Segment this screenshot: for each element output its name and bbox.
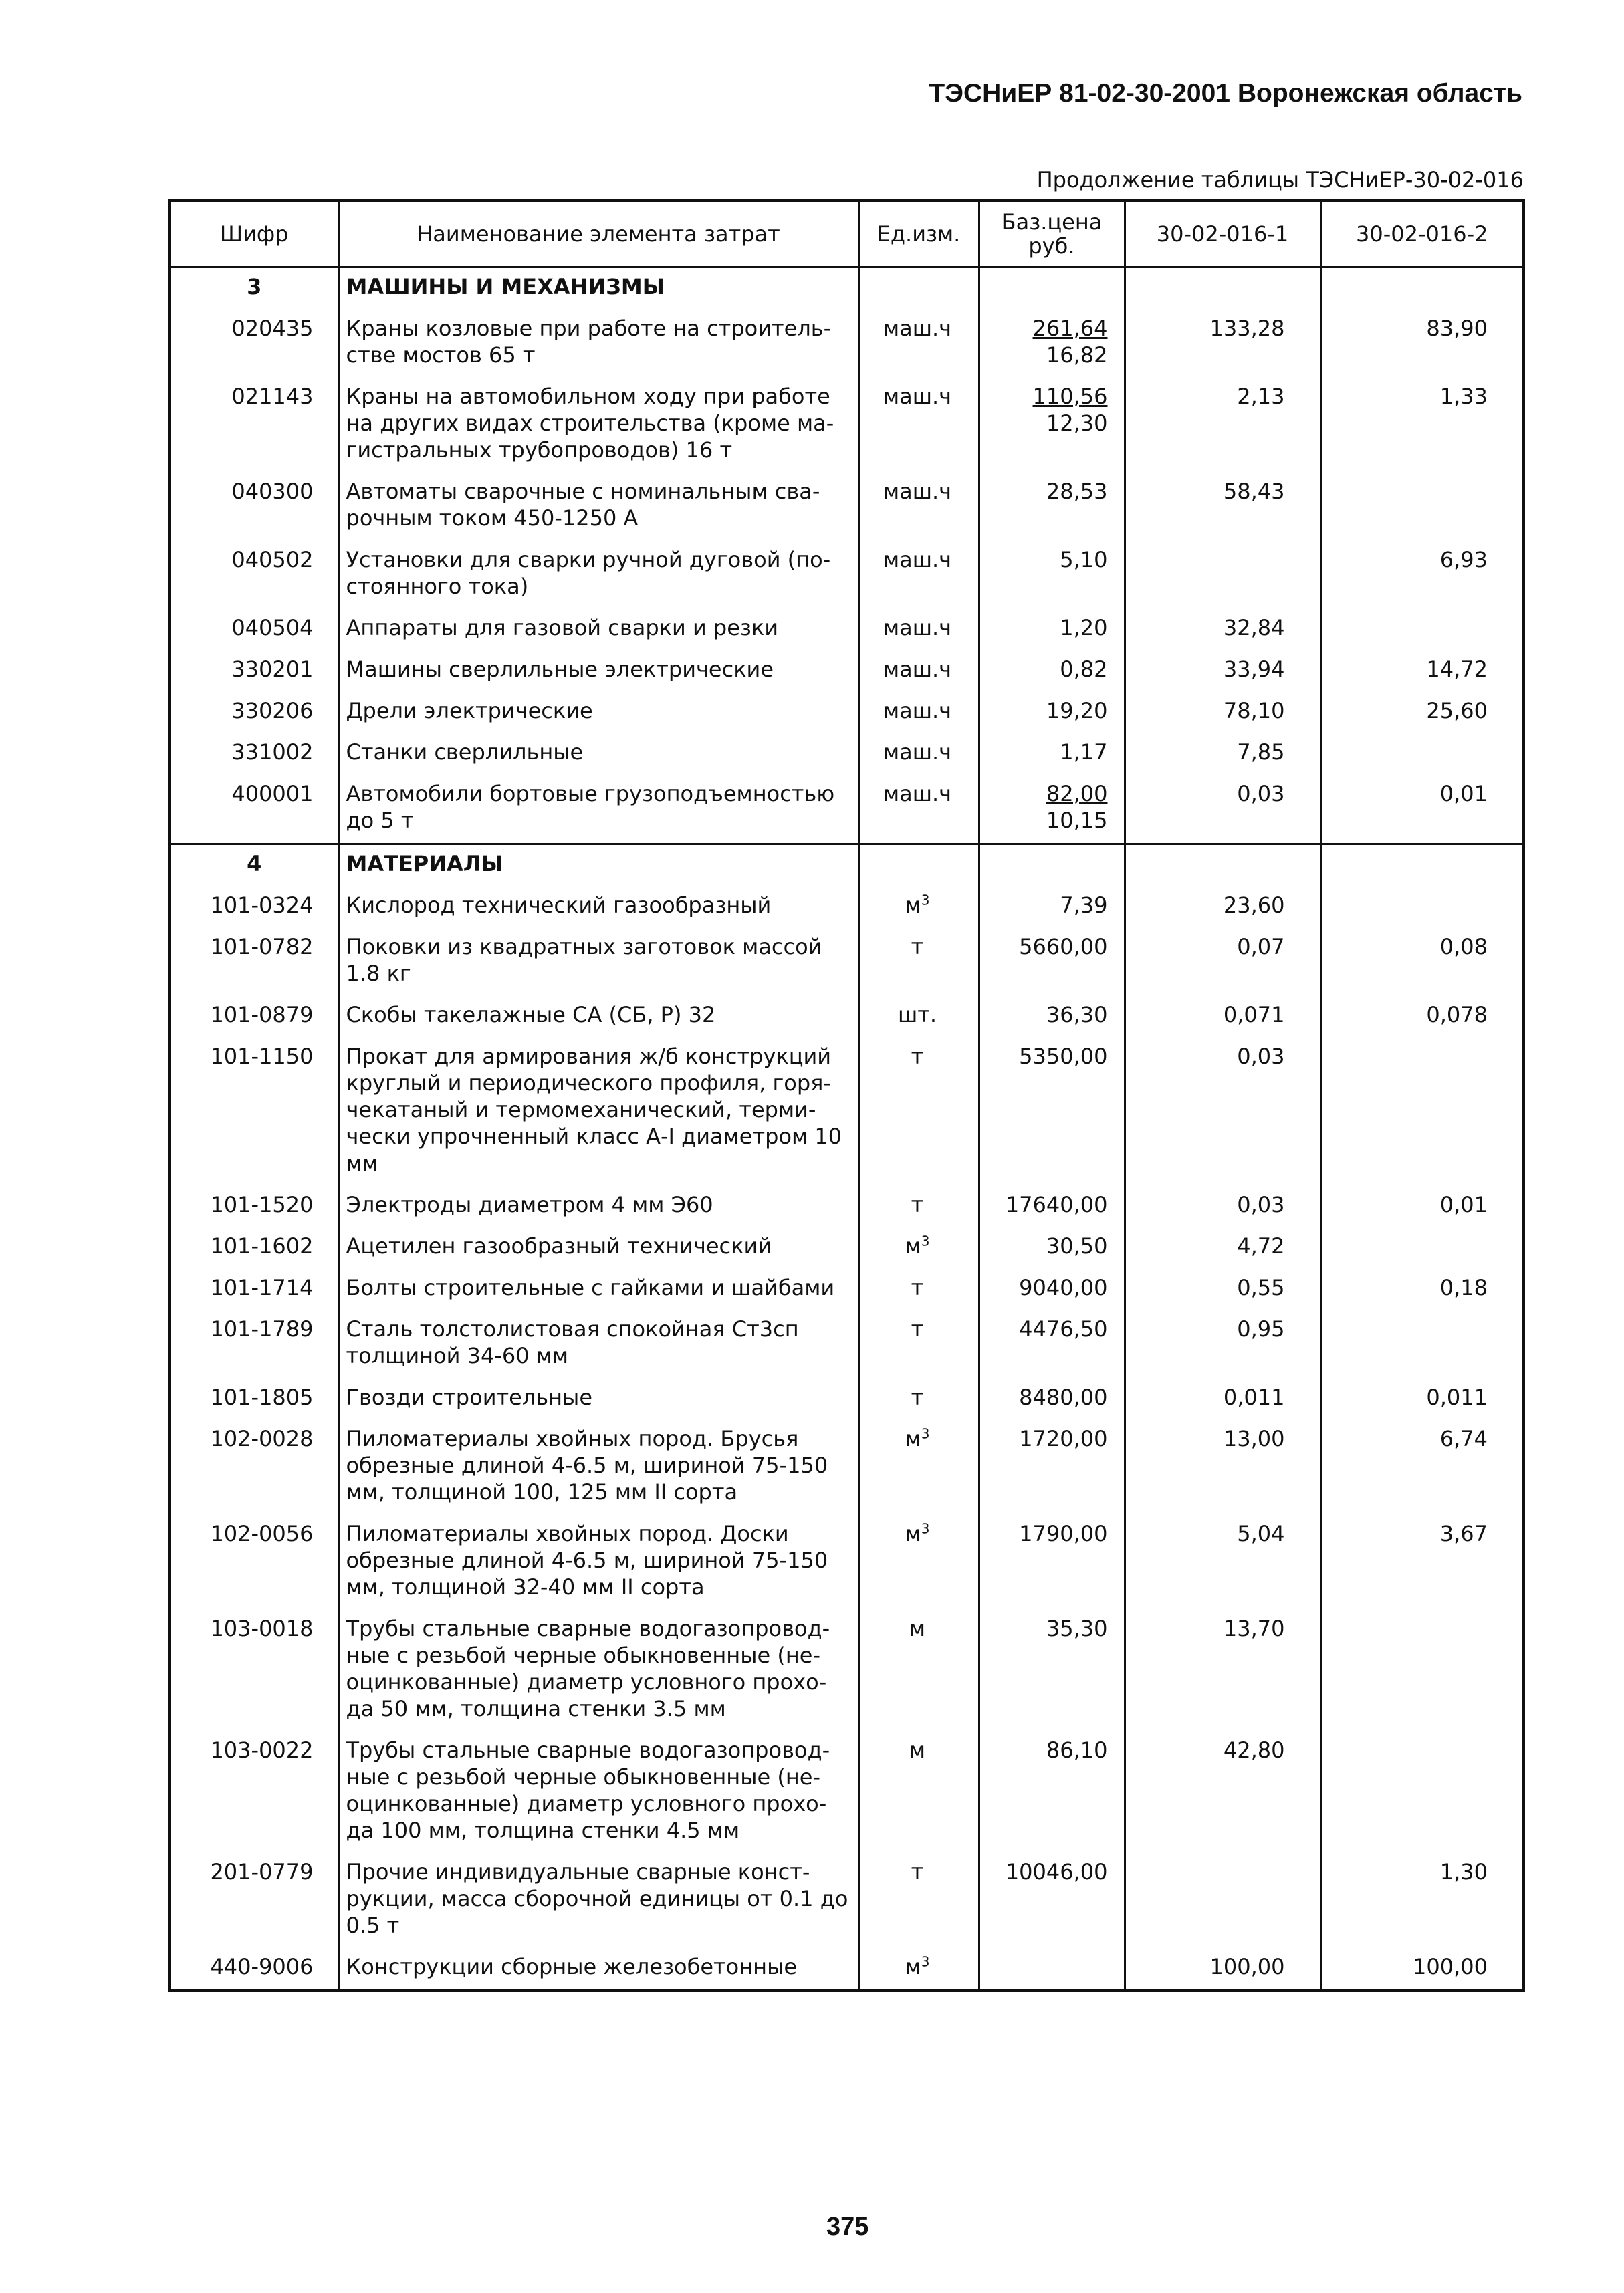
empty-cell xyxy=(1320,267,1524,310)
cell-unit xyxy=(858,1310,979,1378)
cell-unit xyxy=(858,775,979,844)
cell-price xyxy=(979,692,1125,733)
table-row xyxy=(170,541,1524,609)
cell-variant-1: 133,28 xyxy=(1125,310,1320,378)
cell-name: Поковки из квадратных заготовок массой 1.8 кг xyxy=(338,928,858,996)
cell-name: Автомобили бортовые грузоподъемностью до 5 т xyxy=(338,775,858,844)
table-row xyxy=(170,378,1524,473)
cell-price xyxy=(979,378,1125,473)
cell-price xyxy=(979,775,1125,844)
table-row xyxy=(170,609,1524,650)
cell-variant-2: 0,01 xyxy=(1320,1186,1524,1227)
cell-price xyxy=(979,1038,1125,1186)
unit-text: маш.ч xyxy=(883,781,952,806)
cell-price xyxy=(979,886,1125,928)
cell-variant-1: 4,72 xyxy=(1125,1227,1320,1269)
cell-price xyxy=(979,310,1125,378)
cell-unit xyxy=(858,1186,979,1227)
unit-text: маш.ч xyxy=(883,656,952,682)
unit-text: т xyxy=(911,1384,924,1410)
cell-variant-1: 2,13 xyxy=(1125,378,1320,473)
cell-unit xyxy=(858,310,979,378)
cell-price xyxy=(979,928,1125,996)
cell-price xyxy=(979,1948,1125,1991)
unit-text: маш.ч xyxy=(883,384,952,409)
unit-text: маш.ч xyxy=(883,547,952,572)
cell-variant-2 xyxy=(1320,886,1524,928)
cell-name: Прочие индивидуальные сварные конст-рукции, масса сборочной единицы от 0.1 до 0.5 т xyxy=(338,1853,858,1948)
cell-variant-2: 100,00 xyxy=(1320,1948,1524,1991)
price-value: 86,10 xyxy=(1046,1737,1108,1763)
cell-price xyxy=(979,541,1125,609)
cell-unit xyxy=(858,733,979,775)
cell-unit xyxy=(858,1038,979,1186)
cell-code: 020435 xyxy=(170,310,338,378)
unit-superscript: 3 xyxy=(921,1520,930,1537)
cell-variant-2 xyxy=(1320,1310,1524,1378)
cell-code: 103-0022 xyxy=(170,1731,338,1853)
empty-cell xyxy=(1320,844,1524,887)
cell-code: 101-1789 xyxy=(170,1310,338,1378)
unit-text: м xyxy=(905,1954,921,1979)
empty-cell xyxy=(1125,267,1320,310)
unit-text: м xyxy=(905,892,921,918)
empty-cell xyxy=(858,844,979,887)
cell-price xyxy=(979,1853,1125,1948)
cell-variant-1: 0,071 xyxy=(1125,996,1320,1038)
cell-code: 040300 xyxy=(170,473,338,541)
table-caption: Продолжение таблицы ТЭСНиЕР-30-02-016 xyxy=(1036,167,1524,193)
table-row xyxy=(170,1269,1524,1310)
unit-text: т xyxy=(911,1316,924,1342)
price-value: 1,17 xyxy=(1060,739,1108,765)
cell-unit xyxy=(858,1948,979,1991)
cell-price xyxy=(979,1420,1125,1515)
col-header-variant-1: 30-02-016-1 xyxy=(1125,201,1320,267)
cell-name: Прокат для армирования ж/б конструкций круглый и периодического профиля, горя-чекатаный и термомеханический, терми-чески упрочненный класс А-I диаметром 10 мм xyxy=(338,1038,858,1186)
table-row xyxy=(170,996,1524,1038)
cell-code: 101-1714 xyxy=(170,1269,338,1310)
cell-variant-1: 7,85 xyxy=(1125,733,1320,775)
table-row xyxy=(170,1310,1524,1378)
cell-unit xyxy=(858,1610,979,1731)
cell-variant-2 xyxy=(1320,1610,1524,1731)
page-title: ТЭСНиЕР 81-02-30-2001 Воронежская область xyxy=(929,79,1522,108)
cell-name: Станки сверлильные xyxy=(338,733,858,775)
price-value: 19,20 xyxy=(1046,698,1108,723)
unit-text: м xyxy=(909,1616,926,1641)
cell-variant-2: 83,90 xyxy=(1320,310,1524,378)
cell-price xyxy=(979,1227,1125,1269)
section-row xyxy=(170,844,1524,887)
cell-variant-2: 0,08 xyxy=(1320,928,1524,996)
price-wage-value: 10,15 xyxy=(1046,808,1108,833)
cell-variant-1: 100,00 xyxy=(1125,1948,1320,1991)
table-row xyxy=(170,1378,1524,1420)
cell-code: 101-1805 xyxy=(170,1378,338,1420)
page-number: 375 xyxy=(826,2213,869,2241)
unit-superscript: 3 xyxy=(921,892,930,909)
cell-code: 101-0879 xyxy=(170,996,338,1038)
cell-unit xyxy=(858,1731,979,1853)
cell-variant-2: 3,67 xyxy=(1320,1515,1524,1610)
cell-name: Гвозди строительные xyxy=(338,1378,858,1420)
table-row xyxy=(170,775,1524,844)
unit-text: маш.ч xyxy=(883,316,952,341)
empty-cell xyxy=(1125,844,1320,887)
cell-code: 101-1150 xyxy=(170,1038,338,1186)
cell-name: Скобы такелажные СА (СБ, Р) 32 xyxy=(338,996,858,1038)
resource-table xyxy=(168,199,1525,1992)
cell-variant-1 xyxy=(1125,1853,1320,1948)
cell-variant-2 xyxy=(1320,473,1524,541)
cell-variant-1 xyxy=(1125,541,1320,609)
table-row xyxy=(170,1227,1524,1269)
cell-price xyxy=(979,996,1125,1038)
cell-unit xyxy=(858,1853,979,1948)
cell-name: Машины сверлильные электрические xyxy=(338,650,858,692)
cell-variant-1: 0,011 xyxy=(1125,1378,1320,1420)
table-row xyxy=(170,473,1524,541)
cell-variant-1: 13,00 xyxy=(1125,1420,1320,1515)
cell-name: Аппараты для газовой сварки и резки xyxy=(338,609,858,650)
cell-variant-1: 5,04 xyxy=(1125,1515,1320,1610)
cell-unit xyxy=(858,541,979,609)
cell-variant-2: 1,30 xyxy=(1320,1853,1524,1948)
section-title: МАШИНЫ И МЕХАНИЗМЫ xyxy=(338,267,858,310)
cell-name: Ацетилен газообразный технический xyxy=(338,1227,858,1269)
price-value: 1,20 xyxy=(1060,615,1108,640)
cell-code: 400001 xyxy=(170,775,338,844)
cell-variant-2 xyxy=(1320,609,1524,650)
cell-variant-2: 6,74 xyxy=(1320,1420,1524,1515)
col-header-price xyxy=(979,201,1125,267)
cell-variant-1: 0,55 xyxy=(1125,1269,1320,1310)
cell-name: Краны на автомобильном ходу при работе на других видах строительства (кроме ма-гистральных трубопроводов) 16 т xyxy=(338,378,858,473)
cell-variant-2: 25,60 xyxy=(1320,692,1524,733)
empty-cell xyxy=(858,267,979,310)
table-header-row xyxy=(170,201,1524,267)
unit-text: м xyxy=(905,1233,921,1259)
cell-variant-2: 0,01 xyxy=(1320,775,1524,844)
cell-unit xyxy=(858,1378,979,1420)
price-value: 0,82 xyxy=(1060,656,1108,682)
table-row xyxy=(170,928,1524,996)
price-value: 9040,00 xyxy=(1019,1275,1108,1300)
cell-price xyxy=(979,1515,1125,1610)
cell-unit xyxy=(858,996,979,1038)
cell-code: 103-0018 xyxy=(170,1610,338,1731)
table-row xyxy=(170,650,1524,692)
table-row xyxy=(170,1610,1524,1731)
cell-unit xyxy=(858,692,979,733)
cell-unit xyxy=(858,1227,979,1269)
cell-price xyxy=(979,1610,1125,1731)
cell-variant-1: 32,84 xyxy=(1125,609,1320,650)
unit-text: м xyxy=(905,1426,921,1451)
price-value: 5,10 xyxy=(1060,547,1108,572)
cell-variant-1: 58,43 xyxy=(1125,473,1320,541)
cell-code: 021143 xyxy=(170,378,338,473)
unit-text: маш.ч xyxy=(883,698,952,723)
unit-text: т xyxy=(911,1044,924,1069)
table-row xyxy=(170,1420,1524,1515)
price-value: 17640,00 xyxy=(1005,1192,1108,1217)
cell-code: 101-0782 xyxy=(170,928,338,996)
price-value: 8480,00 xyxy=(1019,1384,1108,1410)
cell-unit xyxy=(858,1269,979,1310)
cell-name: Трубы стальные сварные водогазопровод-ные с резьбой черные обыкновенные (не-оцинкованные) диаметр условного прохо-да 100 мм, толщина стенки 4.5 мм xyxy=(338,1731,858,1853)
unit-text: маш.ч xyxy=(883,739,952,765)
empty-cell xyxy=(979,267,1125,310)
col-header-unit: Ед.изм. xyxy=(858,201,979,267)
unit-text: шт. xyxy=(897,1002,937,1028)
cell-unit xyxy=(858,473,979,541)
cell-price xyxy=(979,1731,1125,1853)
section-number: 3 xyxy=(170,267,338,310)
table-row xyxy=(170,1853,1524,1948)
price-value: 110,56 xyxy=(1032,384,1108,409)
cell-code: 201-0779 xyxy=(170,1853,338,1948)
cell-variant-2 xyxy=(1320,1038,1524,1186)
cell-variant-1: 0,07 xyxy=(1125,928,1320,996)
cell-code: 101-1602 xyxy=(170,1227,338,1269)
section-title: МАТЕРИАЛЫ xyxy=(338,844,858,887)
cell-variant-1: 0,95 xyxy=(1125,1310,1320,1378)
cell-code: 330206 xyxy=(170,692,338,733)
unit-text: т xyxy=(911,934,924,959)
unit-text: маш.ч xyxy=(883,615,952,640)
cell-variant-2: 0,011 xyxy=(1320,1378,1524,1420)
cell-code: 101-1520 xyxy=(170,1186,338,1227)
cell-price xyxy=(979,1186,1125,1227)
table-row xyxy=(170,310,1524,378)
price-value: 30,50 xyxy=(1046,1233,1108,1259)
price-value: 1720,00 xyxy=(1019,1426,1108,1451)
cell-unit xyxy=(858,609,979,650)
cell-name: Трубы стальные сварные водогазопровод-ные с резьбой черные обыкновенные (не-оцинкованные) диаметр условного прохо-да 50 мм, толщина стенки 3.5 мм xyxy=(338,1610,858,1731)
cell-variant-2: 14,72 xyxy=(1320,650,1524,692)
cell-unit xyxy=(858,928,979,996)
table-row xyxy=(170,733,1524,775)
unit-superscript: 3 xyxy=(921,1953,930,1970)
col-header-price-line2: руб. xyxy=(1028,233,1075,259)
cell-variant-2: 0,078 xyxy=(1320,996,1524,1038)
unit-superscript: 3 xyxy=(921,1425,930,1442)
table-row xyxy=(170,1186,1524,1227)
cell-name: Установки для сварки ручной дуговой (по-стоянного тока) xyxy=(338,541,858,609)
price-value: 10046,00 xyxy=(1005,1859,1108,1885)
cell-unit xyxy=(858,1515,979,1610)
cell-variant-2: 1,33 xyxy=(1320,378,1524,473)
cell-name: Электроды диаметром 4 мм Э60 xyxy=(338,1186,858,1227)
cell-variant-1: 33,94 xyxy=(1125,650,1320,692)
cell-variant-2 xyxy=(1320,733,1524,775)
price-value: 5350,00 xyxy=(1019,1044,1108,1069)
cell-variant-1: 0,03 xyxy=(1125,1186,1320,1227)
price-value: 28,53 xyxy=(1046,479,1108,504)
cell-name: Краны козловые при работе на строитель-стве мостов 65 т xyxy=(338,310,858,378)
unit-superscript: 3 xyxy=(921,1233,930,1249)
table-row xyxy=(170,1731,1524,1853)
unit-text: м xyxy=(909,1737,926,1763)
empty-cell xyxy=(979,844,1125,887)
cell-name: Кислород технический газообразный xyxy=(338,886,858,928)
section-row xyxy=(170,267,1524,310)
cell-variant-2: 6,93 xyxy=(1320,541,1524,609)
cell-name: Болты строительные с гайками и шайбами xyxy=(338,1269,858,1310)
unit-text: маш.ч xyxy=(883,479,952,504)
price-value: 7,39 xyxy=(1060,892,1108,918)
cell-code: 330201 xyxy=(170,650,338,692)
cell-price xyxy=(979,1269,1125,1310)
cell-unit xyxy=(858,1420,979,1515)
price-wage-value: 16,82 xyxy=(1046,342,1108,368)
cell-variant-1: 0,03 xyxy=(1125,775,1320,844)
price-value: 35,30 xyxy=(1046,1616,1108,1641)
cell-name: Конструкции сборные железобетонные xyxy=(338,1948,858,1991)
unit-text: т xyxy=(911,1859,924,1885)
cell-variant-2 xyxy=(1320,1731,1524,1853)
cell-unit xyxy=(858,650,979,692)
price-value: 82,00 xyxy=(1046,781,1108,806)
cell-name: Пиломатериалы хвойных пород. Брусья обрезные длиной 4-6.5 м, шириной 75-150 мм, толщиной 100, 125 мм II сорта xyxy=(338,1420,858,1515)
cell-code: 102-0028 xyxy=(170,1420,338,1515)
cell-price xyxy=(979,473,1125,541)
cell-variant-1: 23,60 xyxy=(1125,886,1320,928)
cell-variant-2: 0,18 xyxy=(1320,1269,1524,1310)
cell-price xyxy=(979,650,1125,692)
cell-code: 102-0056 xyxy=(170,1515,338,1610)
table-row xyxy=(170,692,1524,733)
unit-text: т xyxy=(911,1275,924,1300)
price-value: 4476,50 xyxy=(1019,1316,1108,1342)
cell-name: Сталь толстолистовая спокойная Ст3сп толщиной 34-60 мм xyxy=(338,1310,858,1378)
unit-text: т xyxy=(911,1192,924,1217)
cell-variant-1: 0,03 xyxy=(1125,1038,1320,1186)
cell-code: 440-9006 xyxy=(170,1948,338,1991)
cell-unit xyxy=(858,378,979,473)
cell-price xyxy=(979,733,1125,775)
table-row xyxy=(170,1515,1524,1610)
cell-name: Пиломатериалы хвойных пород. Доски обрезные длиной 4-6.5 м, шириной 75-150 мм, толщиной 32-40 мм II сорта xyxy=(338,1515,858,1610)
cell-price xyxy=(979,1310,1125,1378)
table-row xyxy=(170,886,1524,928)
col-header-code: Шифр xyxy=(170,201,338,267)
price-value: 5660,00 xyxy=(1019,934,1108,959)
table-row xyxy=(170,1038,1524,1186)
unit-text: м xyxy=(905,1521,921,1546)
price-wage-value: 12,30 xyxy=(1046,410,1108,436)
cell-variant-1: 13,70 xyxy=(1125,1610,1320,1731)
price-value: 1790,00 xyxy=(1019,1521,1108,1546)
cell-name: Автоматы сварочные с номинальным сва-рочным током 450-1250 А xyxy=(338,473,858,541)
cell-variant-1: 42,80 xyxy=(1125,1731,1320,1853)
col-header-name: Наименование элемента затрат xyxy=(338,201,858,267)
table-body xyxy=(170,267,1524,1992)
cell-variant-2 xyxy=(1320,1227,1524,1269)
cell-code: 331002 xyxy=(170,733,338,775)
col-header-price-line1: Баз.цена xyxy=(1001,209,1103,235)
cell-variant-1: 78,10 xyxy=(1125,692,1320,733)
cell-code: 040502 xyxy=(170,541,338,609)
cell-price xyxy=(979,609,1125,650)
price-value: 261,64 xyxy=(1032,316,1108,341)
cell-unit xyxy=(858,886,979,928)
section-number: 4 xyxy=(170,844,338,887)
col-header-variant-2: 30-02-016-2 xyxy=(1320,201,1524,267)
cell-name: Дрели электрические xyxy=(338,692,858,733)
table-row xyxy=(170,1948,1524,1991)
price-value: 36,30 xyxy=(1046,1002,1108,1028)
cell-code: 101-0324 xyxy=(170,886,338,928)
cell-code: 040504 xyxy=(170,609,338,650)
cell-price xyxy=(979,1378,1125,1420)
